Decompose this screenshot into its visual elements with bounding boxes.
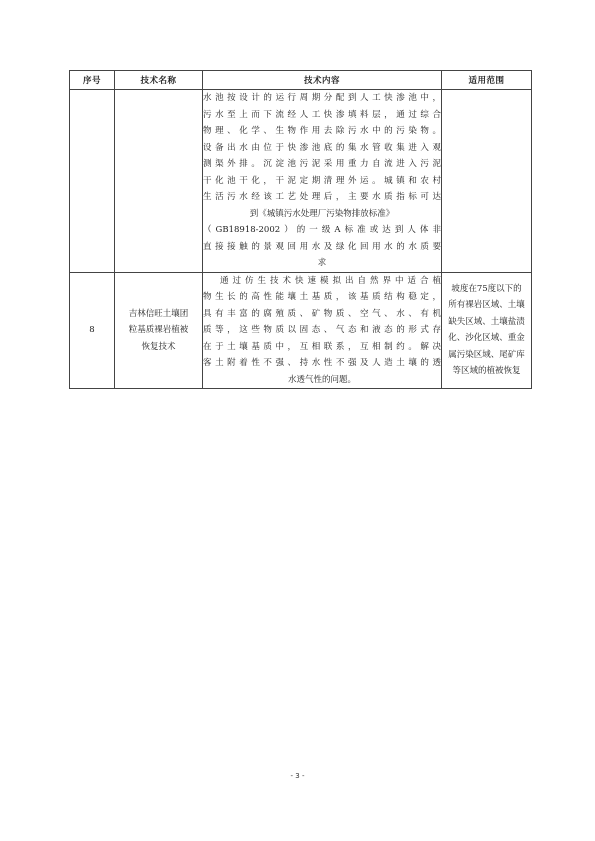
row-content-cell [203,90,442,273]
content-line: （GB18918-2002）的一级A标准或达到人体非 [203,225,441,235]
content-line: 水透气性的问题。 [287,374,356,385]
scope-line: 缺失区域、土壤盐渍 [448,316,525,327]
row-no-cell [70,90,115,273]
content-line: 在于土壤基质中，互相联系，互相制约。解决 [203,341,441,352]
header-no: 序号 [70,71,115,90]
scope-line: 属污染区域、尾矿库 [448,349,525,360]
header-row [70,71,532,90]
content-line: 到《城镇污水处理厂污染物排放标准》 [249,208,395,219]
content-line: 污水至上而下流经人工快渗填料层，通过综合 [203,109,441,120]
content-line: 具有丰富的腐殖质、矿物质、空气、水、有机 [203,308,441,319]
table-row [70,90,532,273]
row-scope-cell [442,272,532,389]
name-line: 粒基质裸岩植被 [128,325,189,335]
row-name-cell [115,90,203,273]
content-line: 生活污水经该工艺处理后，主要水质指标可达 [203,192,441,202]
technology-table [69,70,532,389]
page-number: - 3 - [290,772,305,780]
name-line: 恢复技术 [141,341,176,352]
header-scope: 适用范围 [442,71,532,90]
name-line: 吉林信旺土壤团 [128,308,189,319]
row-name-cell [115,272,203,389]
content-line: 水池按设计的运行周期分配到人工快渗池中， [203,93,441,103]
content-line: 客土附着性不强、持水性不强及人造土壤的透 [203,358,441,368]
scope-line: 化、沙化区域、重金 [448,333,525,344]
content-line: 通过仿生技术快速模拟出自然界中适合植 [220,275,441,286]
scope-line: 坡度在75度以下的 [451,283,522,294]
content-line: 直接接触的景观回用水及绿化回用水的水质要 [203,241,441,252]
scope-line: 所有裸岩区域、土壤 [448,300,525,311]
row-scope-cell [442,90,532,273]
header-name: 技术名称 [115,71,203,90]
content-line: 物生长的高性能壤土基质，该基质结构稳定， [203,292,441,302]
table-row [70,272,532,389]
content-line: 干化池干化，干泥定期清理外运。城镇和农村 [203,175,441,186]
scope-line: 等区域的植被恢复 [452,366,521,377]
table-header [70,71,532,90]
content-line: 质等，这些物质以固态、气态和液态的形式存 [203,325,441,335]
content-line: 测渠外排。沉淀池污泥采用重力自流进入污泥 [203,159,441,169]
row-no-cell: 8 [70,272,115,389]
row-content-cell [203,272,442,389]
content-line: 设备出水由位于快渗池底的集水管收集进入观 [203,142,441,153]
content-line: 求 [317,258,327,268]
content-line: 物理、化学、生物作用去除污水中的污染物。 [203,126,441,136]
header-content: 技术内容 [203,71,442,90]
